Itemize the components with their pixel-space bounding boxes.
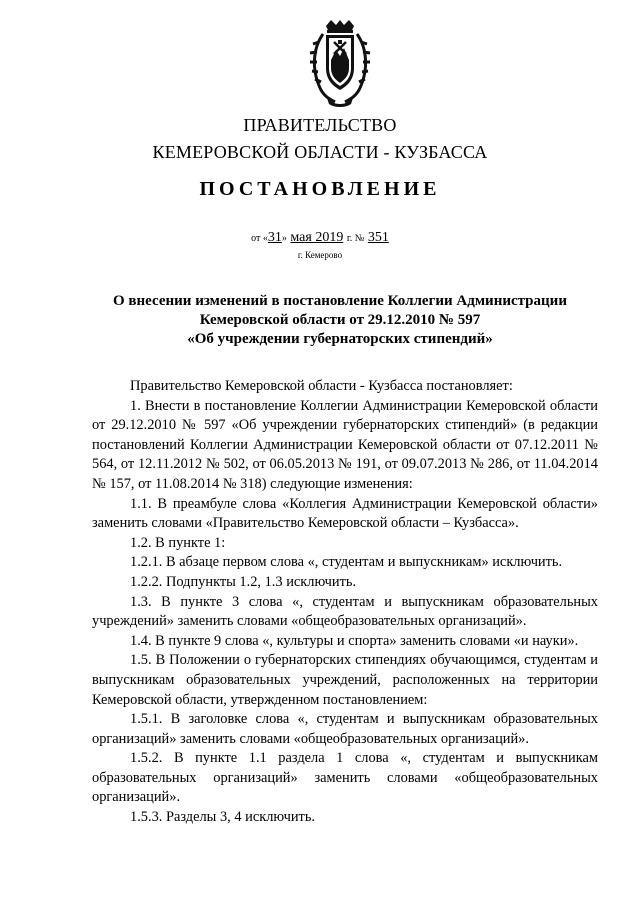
- body-paragraph: Правительство Кемеровской области - Кузбасса постановляет:: [130, 378, 513, 394]
- body-paragraph: 1.2.2. Подпункты 1.2, 1.3 исключить.: [130, 573, 357, 590]
- subject-line: «Об учреждении губернаторских стипендий»: [187, 331, 493, 347]
- body-paragraph: 1. Внести в постановление Коллегии Администрации Кемеровской области от 29.12.2010 № 597 «Об учреждении губернаторских стипендий» (в редакции постановлений Коллегии Администрации Кемеровской области от 07.12.2011 № 564, от 12.11.2012 № 502, от 06.05.2013 № 191, от 09.07.2013 № 286, от 11.04.2014 № 157, от 11.08.2014 № 318) следующие изменения:: [92, 397, 598, 492]
- document-subject: [90, 292, 590, 349]
- body-paragraph: 1.5.1. В заголовке слова «, студентам и выпускникам образовательных организаций» заменить словами «общеобразовательных организаций».: [92, 711, 598, 747]
- body-paragraph: 1.3. В пункте 3 слова «, студентам и выпускникам образовательных учреждений» заменить словами «общеобразовательных организаций».: [92, 593, 598, 630]
- body-paragraph: 1.1. В преамбуле слова «Коллегия Администрации Кемеровской области» заменить словами «Правительство Кемеровской области – Кузбасса».: [92, 495, 598, 532]
- date-month-year: мая 2019: [290, 230, 344, 245]
- date-mid: »: [281, 233, 287, 244]
- organization-name-line1: ПРАВИТЕЛЬСТВО: [243, 115, 397, 135]
- document-number: 351: [367, 230, 389, 245]
- date-day: 31: [267, 230, 282, 245]
- document-city: г. Кемерово: [297, 250, 343, 260]
- subject-line: Кемеровской области от 29.12.2010 № 597: [199, 312, 481, 328]
- body-paragraph: 1.5.2. В пункте 1.1 раздела 1 слова «, студентам и выпускникам образовательных организаций» заменить словами «общеобразовательных организаций».: [92, 750, 598, 806]
- body-paragraph: 1.5. В Положении о губернаторских стипендиях обучающимся, студентам и выпускникам образовательных учреждений, расположенных на территории Кемеровской области, утвержденном постановлением:: [92, 652, 598, 708]
- body-paragraph: 1.4. В пункте 9 слова «, культуры и спорта» заменить словами «и науки».: [130, 632, 579, 649]
- body-paragraph: 1.2.1. В абзаце первом слова «, студентам и выпускникам» исключить.: [130, 554, 563, 571]
- date-prefix: от «: [251, 233, 268, 244]
- document-body: [92, 377, 598, 828]
- subject-line: О внесении изменений в постановление Коллегии Администрации: [113, 293, 567, 309]
- document-dateline: [0, 230, 640, 246]
- body-paragraph: 1.2. В пункте 1:: [130, 534, 226, 551]
- body-paragraph: 1.5.3. Разделы 3, 4 исключить.: [130, 809, 315, 826]
- date-suffix: г. №: [346, 233, 365, 244]
- document-type-title: ПОСТАНОВЛЕНИЕ: [199, 178, 441, 200]
- kuzbass-coat-of-arms-icon: [309, 20, 371, 108]
- organization-name-line2: КЕМЕРОВСКОЙ ОБЛАСТИ - КУЗБАССА: [152, 142, 488, 162]
